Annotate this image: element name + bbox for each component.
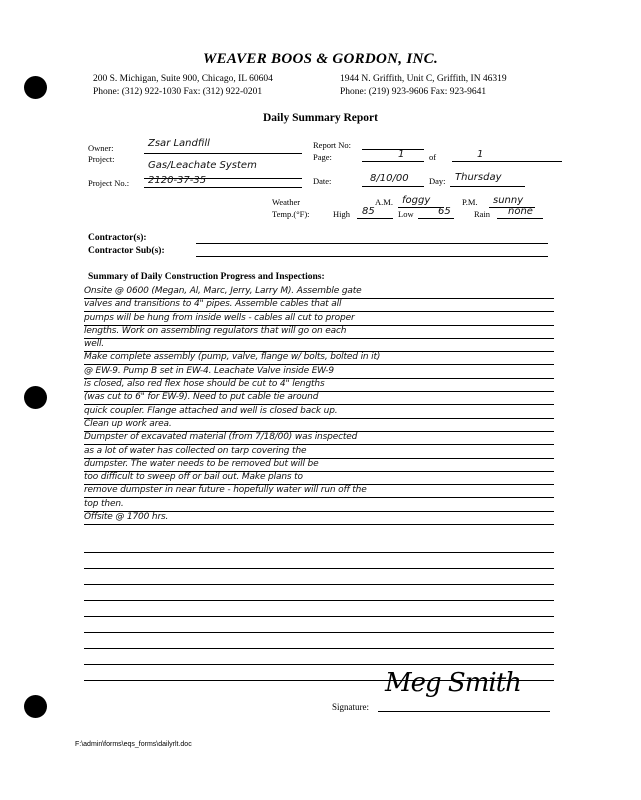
blank-ruled-line [84,633,554,649]
blank-ruled-line [84,537,554,553]
signature-label: Signature: [332,702,369,712]
temp-low-label: Low [398,209,414,219]
summary-lines [84,285,554,524]
date-label: Date: [313,176,332,186]
weather-label: Weather [272,197,301,207]
summary-line: as a lot of water has collected on tarp covering the [84,445,554,458]
page-of-label: of [429,152,437,162]
summary-line: is closed, also red flex hose should be cut to 4" lengths [84,378,554,391]
summary-line: Offsite @ 1700 hrs. [84,511,554,524]
project-no-value[interactable]: 2120-37-35 [148,175,207,186]
summary-line: @ EW-9. Pump B set in EW-4. Leachate Valve inside EW-9 [84,365,554,378]
weather-pm-label: P.M. [462,197,478,207]
weather-pm-value[interactable]: sunny [493,195,524,206]
contractors-label: Contractor(s): [88,233,147,243]
day-value[interactable]: Thursday [455,172,502,183]
blank-ruled-line [84,553,554,569]
summary-line: dumpster. The water needs to be removed but will be [84,458,554,471]
date-value[interactable]: 8/10/00 [370,173,409,184]
day-line [450,186,525,187]
footer-path: F:\admin\forms\eqs_forms\dailyrlt.doc [75,741,192,748]
owner-line [144,153,302,154]
summary-text [84,285,554,524]
owner-value[interactable]: Zsar Landfill [148,138,210,149]
blank-ruled-line [84,617,554,633]
office-chicago [93,73,273,99]
rain-line [497,218,543,219]
summary-line: Clean up work area. [84,418,554,431]
temp-high-line [357,218,393,219]
blank-ruled-line [84,649,554,665]
office-griffith-address: 1944 N. Griffith, Unit C, Griffith, IN 46319 [340,74,507,84]
summary-blank-lines [84,537,554,681]
contractor-subs-label: Contractor Sub(s): [88,246,165,256]
signature-value[interactable]: Meg Smith [385,668,521,698]
contractor-subs-line [196,256,548,257]
temp-high-value[interactable]: 85 [362,206,375,217]
blank-ruled-line [84,585,554,601]
summary-line: (was cut to 6" for EW-9). Need to put cable tie around [84,391,554,404]
day-label: Day: [429,176,446,186]
temp-low-value[interactable]: 65 [438,206,451,217]
project-value[interactable]: Gas/Leachate System [148,160,257,171]
project-label: Project: [88,154,115,164]
summary-line: lengths. Work on assembling regulators that will go on each [84,325,554,338]
office-chicago-phone: Phone: (312) 922-1030 Fax: (312) 922-0201 [93,87,263,97]
project-no-label: Project No.: [88,178,130,188]
owner-label: Owner: [88,143,114,153]
temp-high-label: High [333,209,350,219]
report-no-line [362,149,424,150]
summary-line: valves and transitions to 4" pipes. Assemble cables that all [84,298,554,311]
report-no-label: Report No: [313,140,352,150]
page-of-line [452,161,562,162]
binder-hole-top [24,76,47,99]
binder-hole-middle [24,386,47,409]
rain-label: Rain [474,209,491,219]
temp-low-line [418,218,454,219]
summary-line: pumps will be hung from inside wells - cables all cut to proper [84,312,554,325]
binder-hole-bottom [24,695,47,718]
contractors-line [196,243,548,244]
rain-value[interactable]: none [508,206,533,217]
weather-am-label: A.M. [375,197,393,207]
office-chicago-address: 200 S. Michigan, Suite 900, Chicago, IL 60604 [93,74,273,84]
blank-ruled-line [84,569,554,585]
summary-line: too difficult to sweep off or bail out. Make plans to [84,471,554,484]
blank-ruled-line [84,601,554,617]
date-line [362,186,424,187]
weather-am-value[interactable]: foggy [402,195,431,206]
report-title: Daily Summary Report [263,112,378,124]
page-label: Page: [313,152,332,162]
blank-lines-container [84,537,554,681]
summary-line: top then. [84,498,554,511]
project-no-line [144,187,302,188]
summary-line: Make complete assembly (pump, valve, flange w/ bolts, bolted in it) [84,351,554,364]
page-of-value[interactable]: 1 [477,149,484,160]
summary-line: quick coupler. Flange attached and well is closed back up. [84,405,554,418]
office-griffith-phone: Phone: (219) 923-9606 Fax: 923-9641 [340,87,487,97]
office-griffith [340,73,507,99]
summary-line: remove dumpster in near future - hopefully water will run off the [84,484,554,497]
summary-line: Onsite @ 0600 (Megan, Al, Marc, Jerry, Larry M). Assemble gate [84,285,554,298]
page-value[interactable]: 1 [398,149,405,160]
signature-line [378,711,550,712]
company-name: WEAVER BOOS & GORDON, INC. [202,51,439,67]
temp-label: Temp.(°F): [272,209,310,219]
summary-label: Summary of Daily Construction Progress and Inspections: [88,272,325,282]
page-line [362,161,424,162]
summary-line: well. [84,338,554,351]
summary-line: Dumpster of excavated material (from 7/18/00) was inspected [84,431,554,444]
